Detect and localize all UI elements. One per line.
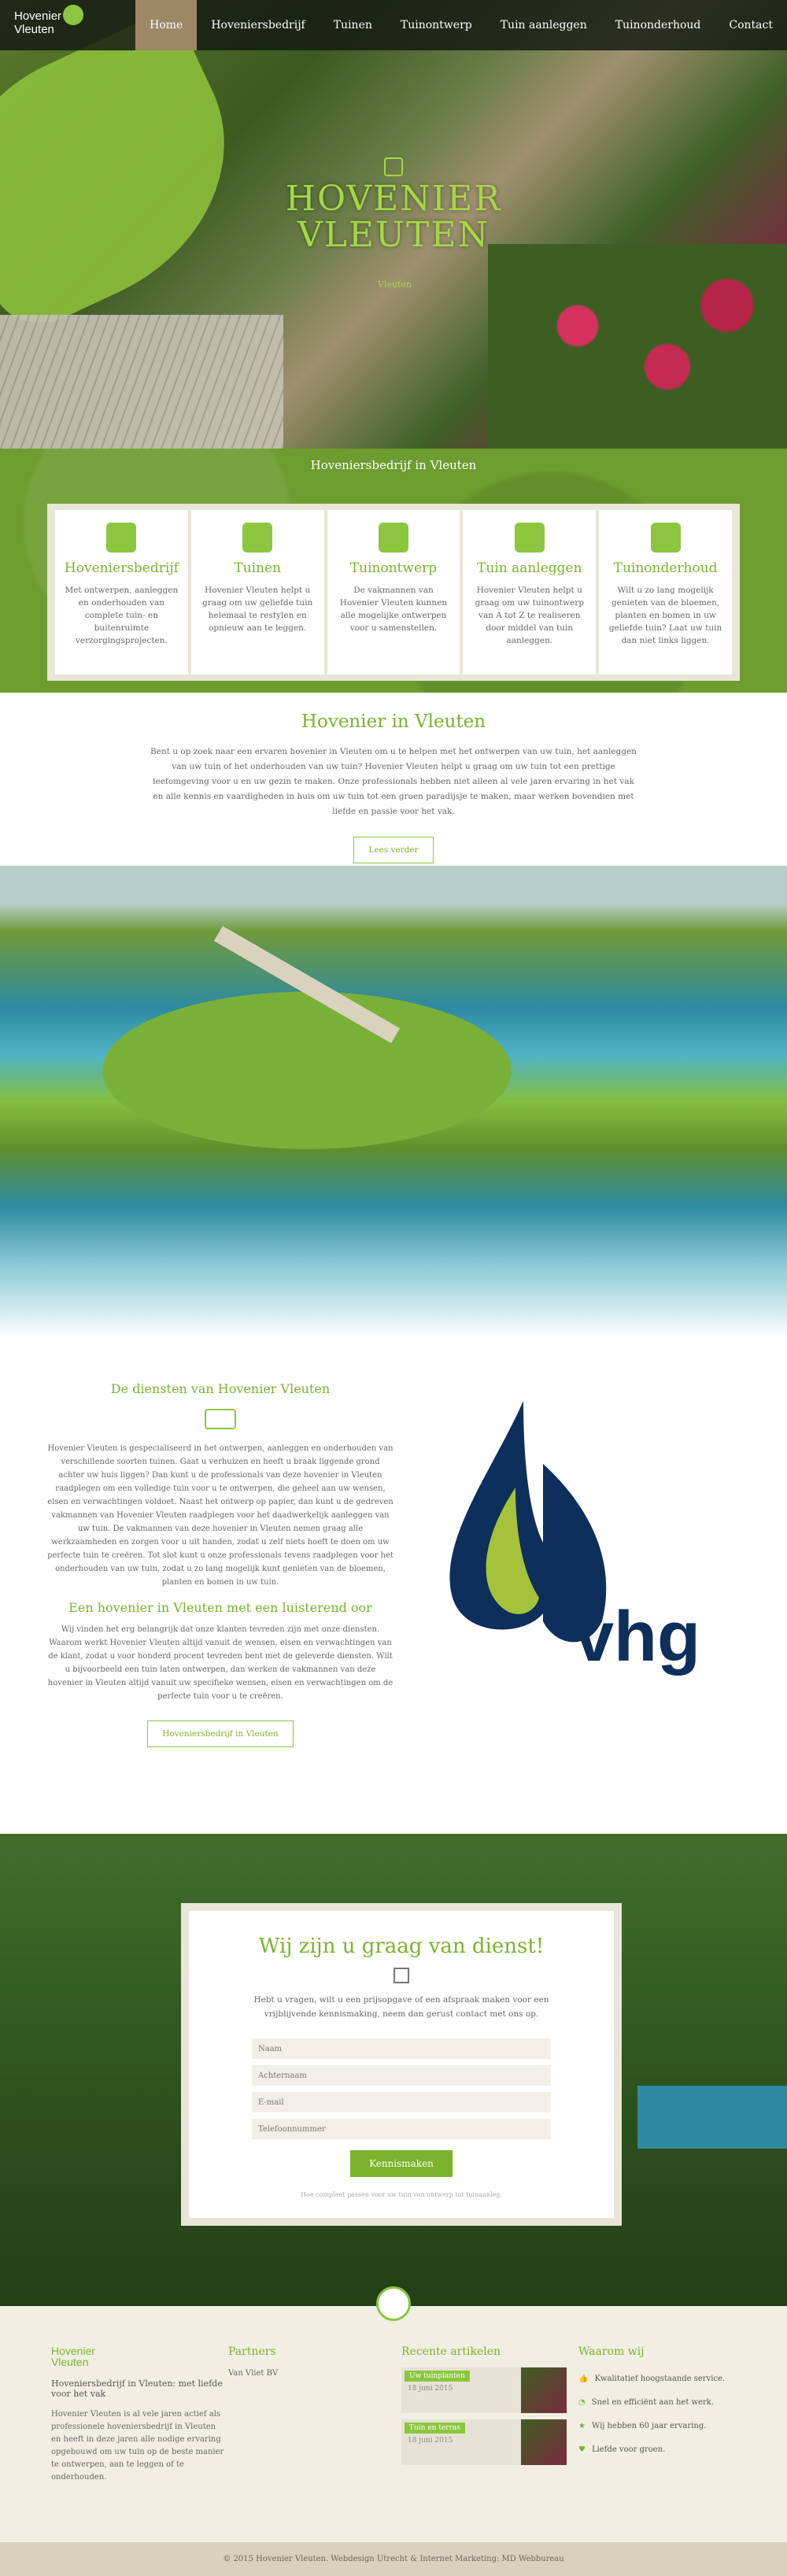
hero-title-line2: VLEUTEN	[297, 215, 490, 255]
vhg-logo-text: vhg	[575, 1598, 701, 1676]
footer-logo-line1: Hovenier	[51, 2345, 96, 2357]
why-title: Waarom wij	[578, 2345, 645, 2358]
nav-home[interactable]: Home	[135, 0, 197, 50]
nav-tuinontwerp[interactable]: Tuinontwerp	[400, 19, 472, 31]
card-tuinen[interactable]	[191, 510, 324, 674]
thumbs-up-icon: 👍	[578, 2375, 589, 2383]
services-text	[47, 1381, 394, 1747]
top-navigation	[0, 0, 787, 50]
heart-icon: ♥	[578, 2445, 586, 2454]
articles-title: Recente artikelen	[401, 2345, 501, 2358]
contact-title: Wij zijn u graag van dienst!	[258, 1935, 545, 1958]
footer-about-text: Hovenier Vleuten is al vele jaren actief als professionele hoveniersbedrijf in Vleuten en heeft in deze jaren alle nodige ervaring opgebouwd om uw tuin op de beste manier te ontwerpen, aan te leggen of te onderhouden.	[51, 2410, 224, 2482]
lawnmower-icon	[651, 523, 681, 553]
article-thumbnail[interactable]	[521, 2419, 567, 2465]
monitor-icon	[379, 523, 408, 553]
article-item[interactable]	[401, 2367, 567, 2413]
main-menu	[135, 0, 787, 50]
footer-partners	[228, 2345, 354, 2380]
card-text: Hovenier Vleuten helpt u graag om uw geliefde tuin helemaal te restylen en opnieuw aan te leggen.	[202, 586, 313, 633]
article-date: 18 juni 2015	[408, 2437, 453, 2445]
hero-image	[0, 0, 787, 449]
card-text: Hovenier Vleuten helpt u graag om uw tuinontwerp van A tot Z te realiseren door middel van tuin aanleggen.	[475, 586, 584, 645]
card-tuinonderhoud[interactable]	[599, 510, 732, 674]
shirt-icon	[384, 157, 403, 176]
card-tuin-aanleggen[interactable]	[463, 510, 596, 674]
why-item: 👍 Kwalitatief hoogstaande service.	[578, 2375, 726, 2383]
article-thumbnail[interactable]	[521, 2367, 567, 2413]
card-text: De vakmannen van Hovenier Vleuten kunnen alle mogelijke ontwerpen voor u samenstellen.	[339, 586, 448, 633]
service-cards	[47, 504, 740, 681]
partners-title: Partners	[228, 2345, 276, 2358]
submit-button[interactable]: Kennismaken	[350, 2150, 453, 2177]
gardener-icon	[515, 523, 545, 553]
nav-tuin-aanleggen[interactable]: Tuin aanleggen	[500, 19, 587, 31]
card-text: Met ontwerpen, aanleggen en onderhouden van complete tuin- en buitenruimte verzorgingsprojecten.	[65, 586, 179, 645]
hero-tagline: Vleuten	[378, 279, 412, 290]
golf-course-image	[0, 866, 787, 1338]
leaf-badge-icon	[376, 2286, 411, 2321]
article-date: 18 juni 2015	[408, 2385, 453, 2393]
contact-footnote: Hoe compleet passen voor uw tuin van ontwerp tot tuinaanleg.	[301, 2191, 502, 2198]
star-icon: ★	[578, 2422, 586, 2430]
site-logo[interactable]	[14, 9, 61, 36]
card-text: Wilt u zo lang mogelijk genieten van de bloemen, planten en bomen in uw geliefde tuin? Laat uw tuin dan niet links liggen.	[608, 586, 722, 645]
plants-icon	[242, 523, 272, 553]
card-title: Hoveniersbedrijf	[64, 560, 179, 576]
services-text1: Hovenier Vleuten is gespecialiseerd in het ontwerpen, aanleggen en onderhouden van verschillende soorten tuinen. Gaat u verhuizen en heeft u braak liggende grond achter uw huis liggen? Dan kunt u de professionals van deze hovenier in Vleuten raadplegen om een volledige tuin voor u te ontwerpen, die geheel aan uw wensen, eisen en verwachtingen voldoet. Naast het ontwerp op papier, dan kunt u de gedreven vakmannen van Hovenier Vleuten raadplegen voor het daadwerkelijk aanleggen van uw tuin. De vakmannen van deze hovenier in Vleuten nemen graag alle werkzaamheden en zorgen voor u uit handen, zodat u zelf niets hoeft te doen om uw perfecte tuin te creëren. Tot slot kunt u onze professionals tevens raadplegen voor het onderhouden van uw tuin, zodat u zo lang mogelijk kunt genieten van de bloemen, planten en bomen in uw tuin.	[47, 1444, 394, 1587]
services-title: De diensten van Hovenier Vleuten	[110, 1381, 331, 1396]
why-list	[578, 2367, 752, 2462]
flowers-decoration	[488, 244, 787, 449]
services-subtitle: Een hovenier in Vleuten met een luisterend oor	[68, 1600, 372, 1615]
card-title: Tuin aanleggen	[477, 560, 582, 576]
why-item: ♥ Liefde voor groen.	[578, 2445, 666, 2454]
contact-box	[181, 1903, 622, 2226]
shirt-icon	[106, 523, 136, 553]
island-decoration	[102, 992, 512, 1149]
intro-title: Hovenier in Vleuten	[301, 711, 486, 732]
last-name-field[interactable]	[252, 2065, 551, 2086]
band-title: Hoveniersbedrijf in Vleuten	[310, 458, 477, 472]
tools-icon	[394, 1968, 409, 1983]
logo-line1: Hovenier	[14, 9, 62, 23]
phone-field[interactable]	[252, 2119, 551, 2139]
partner-link[interactable]: Van Vliet BV	[228, 2369, 279, 2378]
why-item: ◔ Snel en efficiënt aan het werk.	[578, 2398, 715, 2407]
footer-about-title: Hoveniersbedrijf in Vleuten: met liefde voor het vak	[51, 2378, 223, 2399]
article-item[interactable]	[401, 2419, 567, 2465]
hero-title-line1: HOVENIER	[285, 179, 502, 219]
pool-decoration	[637, 2086, 787, 2149]
why-item: ★ Wij hebben 60 jaar ervaring.	[578, 2422, 707, 2430]
clock-icon: ◔	[578, 2398, 586, 2407]
leaf-logo-icon	[63, 5, 83, 25]
footer-articles	[401, 2345, 575, 2471]
card-title: Tuinen	[234, 560, 282, 576]
card-title: Tuinontwerp	[349, 560, 438, 576]
nav-hoveniersbedrijf[interactable]: Hoveniersbedrijf	[211, 19, 305, 31]
leaf-decoration	[0, 6, 273, 340]
footer-logo-line2: Vleuten	[51, 2356, 89, 2368]
services-section	[0, 1338, 787, 1834]
card-title: Tuinonderhoud	[613, 560, 718, 576]
contact-form	[189, 1911, 614, 2218]
hero-title	[0, 181, 787, 253]
article-title[interactable]: Uw tuinplanten	[405, 2371, 470, 2382]
nav-tuinonderhoud[interactable]: Tuinonderhoud	[615, 19, 701, 31]
services-text2: Wij vinden het erg belangrijk dat onze klanten tevreden zijn met onze diensten. Waarom werkt Hovenier Vleuten altijd vanuit de wensen, eisen en verwachtingen van de klant, zodat u voor honderd procent tevreden bent met de geleverde diensten. Wilt u bijvoorbeeld een tuin laten ontwerpen, dan werken de vakmannen van deze hovenier in Vleuten altijd vanuit uw specifieke wensen, eisen en verwachtingen om de perfecte tuin voor u te creëren.	[47, 1625, 394, 1701]
card-hoveniersbedrijf[interactable]	[55, 510, 188, 674]
hoveniersbedrijf-button[interactable]: Hoveniersbedrijf in Vleuten	[147, 1720, 293, 1747]
contact-lead: Hebt u vragen, wilt u een prijsopgave of een afspraak maken voor een vrijblijvende kennismaking, neem dan gerust contact met ons op.	[253, 1995, 549, 2019]
vhg-logo-graphic	[405, 1385, 740, 1676]
email-field[interactable]	[252, 2092, 551, 2112]
vhg-logo	[405, 1385, 740, 1676]
footer-about	[51, 2345, 224, 2484]
logo-line2: Vleuten	[14, 23, 54, 36]
article-title[interactable]: Tuin en terras	[405, 2423, 465, 2434]
card-tuinontwerp[interactable]	[327, 510, 460, 674]
read-more-button[interactable]: Lees verder	[353, 837, 433, 863]
first-name-field[interactable]	[252, 2038, 551, 2059]
footer	[0, 2306, 787, 2542]
shirt-icon	[205, 1409, 236, 1429]
footer-why	[578, 2345, 752, 2462]
deck-decoration	[0, 315, 283, 449]
intro-text: Bent u op zoek naar een ervaren hovenier in Vleuten om u te helpen met het ontwerpen van uw tuin, het aanleggen van uw tuin of het onderhouden van uw tuin? Hovenier Vleuten helpt u graag om uw tuin tot een prettige leefomgeving voor u en uw gezin te maken. Onze professionals hebben niet alleen al vele jaren ervaring in het vak en alle kennis en vaardigheden in huis om uw tuin tot een groen paradijsje te maken, maar werken bovendien met liefde en passie voor het vak.	[150, 747, 637, 816]
nav-tuinen[interactable]: Tuinen	[333, 19, 372, 31]
nav-contact[interactable]: Contact	[729, 19, 773, 31]
footer-logo[interactable]	[51, 2345, 224, 2367]
intro-section	[0, 693, 787, 874]
copyright: © 2015 Hovenier Vleuten. Webdesign Utrecht & Internet Marketing: MD Webbureau	[0, 2542, 787, 2576]
